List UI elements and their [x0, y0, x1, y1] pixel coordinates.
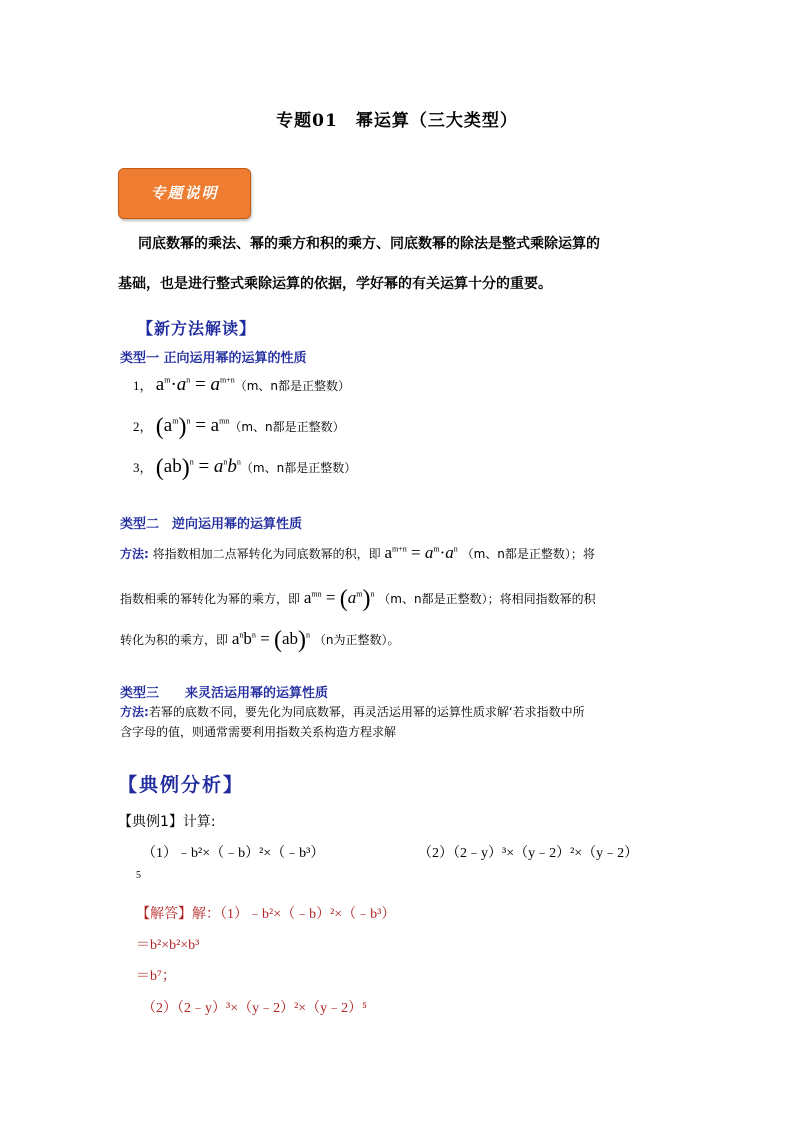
- answer-step-1: ＝b²×b²×b³: [136, 938, 200, 953]
- example-analysis-heading: 【典例分析】: [118, 774, 245, 796]
- answer-line-0: [136, 903, 395, 923]
- formula-1-expression: $a^m\cdot a^n = a^{m+n}$: [155, 374, 235, 395]
- formula-2-number: 2，: [133, 419, 153, 434]
- type2-text-3b: （n为正整数）。: [313, 633, 400, 647]
- intro-line-2: 基础，也是进行整式乘除运算的依据，学好幂的有关运算十分的重要。: [118, 276, 552, 292]
- type2-text-3a: 转化为积的乘方，即: [120, 633, 229, 647]
- type2-line-2: [120, 586, 596, 613]
- example1-label: 【典例1】计算:: [118, 814, 216, 830]
- formula-3-number: 3，: [133, 460, 153, 475]
- type2-line-1: [120, 543, 595, 563]
- formula-1: [133, 374, 350, 396]
- type2-text-1a: 将指数相加二点幂转化为同底数幂的积，即: [152, 547, 381, 561]
- type2-text-2a: 指数相乘的幂转化为幂的乘方，即: [120, 592, 301, 606]
- formula-1-condition: （m、n都是正整数）: [234, 379, 351, 393]
- topic-description-badge: [118, 168, 251, 219]
- type3-line-2: 含字母的值，则通常需要利用指数关系构造方程求解: [120, 725, 397, 739]
- formula-1-number: 1，: [133, 378, 153, 393]
- formula-3-condition: （m、n都是正整数）: [240, 461, 357, 475]
- formula-2: [133, 414, 345, 441]
- type3-line-1: [120, 703, 585, 720]
- badge-label: 专题说明: [150, 184, 219, 202]
- formula-3: [133, 455, 356, 482]
- intro-line-1: 同底数幂的乘法、幂的乘方和积的乘方、同底数幂的除法是整式乘除运算的: [138, 236, 600, 252]
- example1-question-2: （2）（2﹣y）³×（y﹣2）²×（y﹣2）: [418, 846, 639, 861]
- inline-formula-1: $a^{m+n} = a^m\cdot a^n$: [384, 543, 458, 562]
- answer-intro: 解：（1）﹣b²×（﹣b）²×（﹣b³）: [192, 907, 396, 922]
- answer-step-2: ＝b⁷；: [136, 969, 176, 984]
- type2-heading: 类型二 逆向运用幂的运算性质: [120, 517, 303, 532]
- type2-text-1b: （m、n都是正整数）；将: [461, 547, 595, 561]
- example1-question-2-exponent: 5: [136, 870, 141, 881]
- method-label: 方法:: [120, 547, 149, 561]
- example1-question-1: （1）﹣b²×（﹣b）²×（﹣b³）: [142, 846, 325, 861]
- method-label: 方法:: [120, 705, 149, 719]
- answer-step-3: （2）（2﹣y）³×（y﹣2）²×（y﹣2）⁵: [142, 1001, 368, 1016]
- page-title: 专题01 幂运算（三大类型）: [276, 111, 518, 131]
- type3-heading: 类型三 来灵活运用幂的运算性质: [120, 686, 329, 701]
- type2-line-3: [120, 627, 399, 654]
- type2-text-2b: （m、n都是正整数）；将相同指数幂的积: [378, 592, 596, 606]
- type3-text-1: 若幂的底数不同，要先化为同底数幂，再灵活运用幂的运算性质求解‘若求指数中所: [148, 705, 585, 719]
- inline-formula-2: $a^{mn} = (a^m)^n$: [303, 586, 375, 612]
- new-method-heading: 【新方法解读】: [137, 319, 257, 338]
- answer-label: 【解答】: [136, 907, 192, 922]
- formula-2-condition: （m、n都是正整数）: [229, 420, 345, 434]
- inline-formula-3: $a^nb^n = (ab)^n$: [231, 627, 311, 653]
- formula-2-expression: $(a^m)^n = a^{mn}$: [155, 414, 230, 440]
- type1-heading: 类型一 正向运用幂的运算的性质: [120, 351, 307, 366]
- formula-3-expression: $(ab)^n = a^nb^n$: [155, 455, 241, 481]
